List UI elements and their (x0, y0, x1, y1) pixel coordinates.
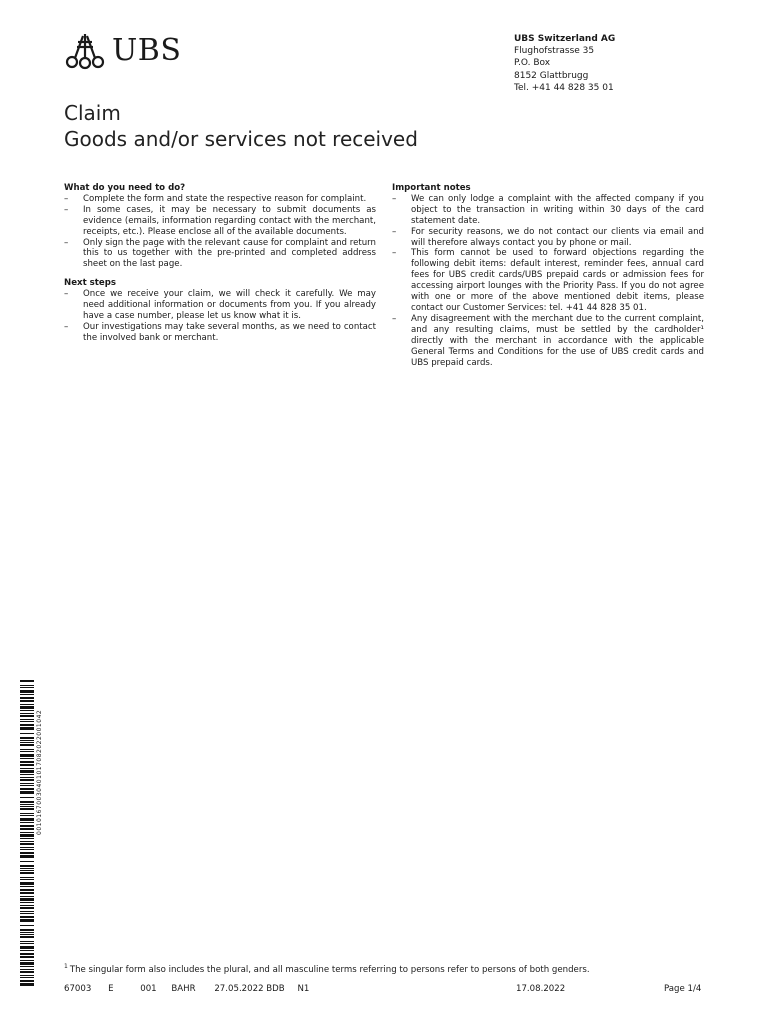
barcode-number: 00101670030401017082022001042 (36, 709, 43, 835)
barcode-bar (20, 980, 34, 982)
barcode-bar (20, 925, 34, 926)
barcode-bar (20, 966, 34, 967)
barcode-bar (20, 721, 34, 722)
barcode-bar (20, 929, 34, 931)
barcode-bar (20, 960, 34, 961)
barcode-bar (20, 932, 34, 933)
footer-date: 17.08.2022 (516, 984, 566, 994)
address-block (514, 33, 615, 94)
title-line-1: Claim (64, 101, 121, 125)
barcode-bar (20, 865, 34, 867)
barcode-bar (20, 687, 34, 688)
barcode-bar (20, 768, 34, 769)
barcode-bar (20, 713, 34, 714)
barcode-bar (20, 868, 34, 869)
next-steps-section (64, 278, 376, 343)
list-item: – Any disagreement with the merchant due to the current complaint, and any resulting claims, must be settled by the cardholder¹ directly with the merchant in accordance with the applicable General Terms and Conditions for the use of UBS credit cards and UBS prepaid cards. (392, 314, 704, 369)
list-item: – Once we receive your claim, we will check it carefully. We may need additional information or documents from you. If you already have a case number, please let us know what it is. (64, 289, 376, 322)
footer-codes (64, 984, 327, 994)
list-item: – We can only lodge a complaint with the affected company if you object to the transaction in writing within 30 days of the card statement date. (392, 194, 704, 227)
barcode-bar (20, 905, 34, 906)
barcode-bar (20, 715, 34, 717)
footnote-text: The singular form also includes the plural, and all masculine terms referring to persons refer to persons of both genders. (69, 964, 590, 975)
next-steps-list (64, 289, 376, 344)
barcode-bar (20, 742, 34, 743)
barcode-bar (20, 774, 34, 775)
list-item: – Only sign the page with the relevant cause for complaint and return this to us together with the pre-printed and completed address sheet on the last page. (64, 238, 376, 271)
barcode-bar (20, 680, 34, 682)
barcode-bar (20, 941, 34, 942)
form-org: BAHR (171, 984, 196, 994)
barcode-bar (20, 977, 34, 978)
barcode-bar (20, 733, 34, 734)
barcode-bar (20, 813, 34, 814)
barcode-bar (20, 719, 34, 720)
barcode-bar (20, 808, 34, 810)
barcode-bar (20, 936, 34, 938)
barcode-bar (20, 788, 34, 790)
barcode-bar (20, 744, 34, 746)
barcode-bar (20, 919, 34, 922)
barcode-bar (20, 962, 34, 965)
barcode-bar (20, 889, 34, 891)
barcode-bar (20, 779, 34, 781)
list-item: – Our investigations may take several months, as we need to contact the involved bank or merchant. (64, 322, 376, 344)
barcode-bar (20, 870, 34, 871)
barcode-bar (20, 749, 34, 750)
barcode-bar (20, 822, 34, 823)
barcode-bar (20, 838, 34, 839)
barcode-bar (20, 971, 34, 973)
form-n: N1 (297, 984, 310, 994)
form-code: 67003 (64, 984, 92, 994)
barcode-bar (20, 913, 34, 914)
form-lang: E (108, 984, 114, 994)
barcode-bar (20, 969, 34, 970)
barcode-bar (20, 956, 34, 958)
barcode-bar (20, 943, 34, 944)
barcode-bar (20, 700, 34, 702)
address-line: 8152 Glattbrugg (514, 70, 589, 81)
address-line: P.O. Box (514, 58, 551, 69)
barcode-bar (20, 804, 34, 805)
list-item: – Complete the form and state the respective reason for complaint. (64, 194, 376, 205)
page-number: Page 1/4 (664, 984, 702, 994)
list-item: – In some cases, it may be necessary to submit documents as evidence (emails, information regarding contact with the merchant, receipts, etc.). Please enclose all of the available documents. (64, 205, 376, 238)
barcode-bar (20, 877, 34, 878)
barcode-bar (20, 724, 34, 726)
barcode-bar (20, 934, 34, 935)
barcode-bar (20, 902, 34, 903)
barcode-bar (20, 818, 34, 821)
barcode-bar (20, 879, 34, 880)
important-notes-section (392, 183, 704, 368)
barcode-bar (20, 898, 34, 901)
barcode-bar (20, 907, 34, 909)
title-line-2: Goods and/or services not received (64, 127, 418, 151)
barcode-bar (20, 855, 34, 858)
barcode-bar (20, 886, 34, 887)
form-version: 27.05.2022 BDB (214, 984, 285, 994)
barcode-bar (20, 783, 34, 784)
footnote-mark: 1 (64, 963, 68, 970)
barcode-bar (20, 825, 34, 827)
barcode-bar (20, 841, 34, 842)
barcode-bar (20, 754, 34, 757)
barcode-bar (20, 710, 34, 711)
barcode-bar (20, 694, 34, 695)
barcode-bar (20, 751, 34, 752)
list-item: – For security reasons, we do not contact our clients via email and will therefore always contact you by phone or mail. (392, 227, 704, 249)
barcode-bar (20, 916, 34, 918)
barcode-bar (20, 801, 34, 803)
barcode-bar (20, 737, 34, 739)
barcode-bar (20, 946, 34, 949)
barcode-bar (20, 834, 34, 837)
barcode-bar (20, 758, 34, 759)
barcode-bar (20, 872, 34, 874)
barcode-bar (20, 843, 34, 845)
barcode-bar (20, 828, 34, 830)
form-num: 001 (140, 984, 157, 994)
address-phone: Tel. +41 44 828 35 01 (514, 82, 614, 93)
page-title (64, 100, 418, 152)
barcode-bar (20, 815, 34, 816)
barcode-bar (20, 740, 34, 741)
barcode-bar (20, 892, 34, 894)
barcode-bar (20, 882, 34, 885)
address-line: Flughofstrasse 35 (514, 46, 595, 57)
barcode-bar (20, 697, 34, 699)
barcode-bar (20, 852, 34, 854)
barcode-bar (20, 706, 34, 709)
barcode-bar (20, 832, 34, 833)
barcode-bar (20, 861, 34, 862)
barcode-bar (20, 950, 34, 951)
ubs-keys-icon (64, 32, 106, 70)
barcode-bar (20, 849, 34, 850)
barcode-bar (20, 704, 34, 705)
barcode-bar (20, 690, 34, 693)
barcode-bar (20, 847, 34, 848)
section-heading: Important notes (392, 183, 471, 193)
left-column (64, 183, 376, 352)
section-heading: What do you need to do? (64, 183, 186, 193)
barcode-bar (20, 727, 34, 730)
company-name: UBS Switzerland AG (514, 34, 616, 44)
barcode-bar (20, 770, 34, 773)
barcode-bar (20, 911, 34, 912)
barcode-bar (20, 764, 34, 766)
barcode-bar (20, 791, 34, 794)
barcode-bar (20, 785, 34, 786)
barcode-bar (20, 983, 34, 986)
barcode-bar (20, 953, 34, 955)
barcode-bar (20, 806, 34, 807)
section-heading: Next steps (64, 278, 116, 289)
barcode-bar (20, 975, 34, 976)
barcode-bar (20, 761, 34, 763)
logo-text: UBS (112, 33, 182, 68)
barcode-bar (20, 797, 34, 798)
footnote (64, 963, 590, 975)
list-item: – This form cannot be used to forward objections regarding the following debit items: default interest, reminder fees, annual card fees for UBS credit cards/UBS prepaid cards or admission fees for accessing airport lounges with the Priority Pass. If you do not agree with one or more of the above mentioned debit items, please contact our Customer Services: tel. +41 44 828 35 01. (392, 248, 704, 313)
what-list (64, 194, 376, 270)
barcode-bar (20, 685, 34, 686)
notes-list (392, 194, 704, 369)
right-column (392, 183, 704, 376)
barcode-bar (20, 777, 34, 778)
what-section (64, 183, 376, 270)
barcode-bar (20, 896, 34, 897)
ubs-logo (64, 32, 181, 70)
